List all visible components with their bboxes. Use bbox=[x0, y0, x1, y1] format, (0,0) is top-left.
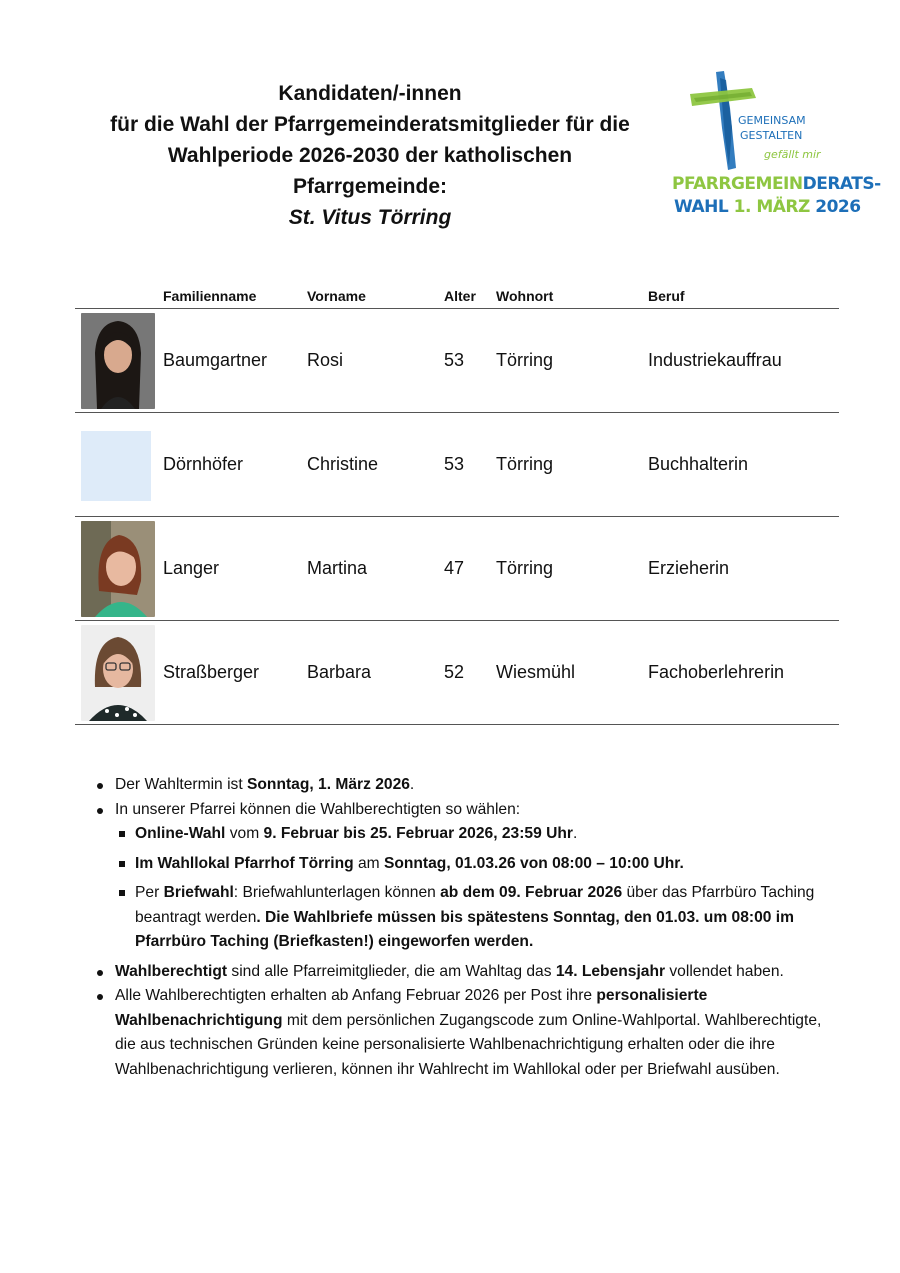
candidate-photo bbox=[81, 521, 155, 617]
list-item: Alle Wahlberechtigten erhalten ab Anfang Februar 2026 per Post ihre personalisierte Wahlbenachrichtigung mit dem persönlichen Zugangscode zum Online-Wahlportal. Wahlberechtigte, die aus technischen Gründen keine personalisierte Wahlbenachrichtigung erhalten oder die ihre Wahlbenachrichtigung verlieren, können ihr Wahlrecht im Wahllokal oder per Briefwahl ausüben. bbox=[94, 984, 834, 1082]
profession-cell: Fachoberlehrerin bbox=[648, 621, 839, 725]
age-cell: 47 bbox=[444, 517, 496, 621]
logo-wordmark: WAHL 1. MÄRZ 2026 bbox=[674, 197, 861, 217]
firstname-cell: Christine bbox=[307, 413, 444, 517]
lastname-header: Familienname bbox=[163, 284, 307, 309]
lastname-cell: Baumgartner bbox=[163, 309, 307, 413]
logo-slogan: GEMEINSAM bbox=[738, 114, 806, 127]
lastname-cell: Langer bbox=[163, 517, 307, 621]
list-item: Der Wahltermin ist Sonntag, 1. März 2026. bbox=[94, 773, 834, 798]
title-line: für die Wahl der Pfarrgemeinderatsmitglieder für die bbox=[110, 113, 630, 136]
photo-header bbox=[75, 284, 163, 309]
table-row bbox=[75, 413, 839, 517]
table-row bbox=[75, 517, 839, 621]
table-row bbox=[75, 309, 839, 413]
residence-cell: Törring bbox=[496, 413, 648, 517]
lastname-cell: Dörnhöfer bbox=[163, 413, 307, 517]
lastname-cell: Straßberger bbox=[163, 621, 307, 725]
residence-header: Wohnort bbox=[496, 284, 648, 309]
election-info bbox=[94, 773, 834, 1082]
profession-cell: Industriekauffrau bbox=[648, 309, 839, 413]
age-cell: 52 bbox=[444, 621, 496, 725]
table-header-row bbox=[75, 284, 839, 309]
residence-cell: Wiesmühl bbox=[496, 621, 648, 725]
logo-slogan: gefällt mir bbox=[764, 148, 821, 161]
candidate-photo bbox=[81, 313, 155, 409]
firstname-cell: Barbara bbox=[307, 621, 444, 725]
residence-cell: Törring bbox=[496, 517, 648, 621]
profession-cell: Erzieherin bbox=[648, 517, 839, 621]
candidate-table bbox=[75, 284, 839, 725]
list-subitem: Im Wahllokal Pfarrhof Törring am Sonntag, 01.03.26 von 08:00 – 10:00 Uhr. bbox=[115, 852, 834, 877]
logo-wordmark: PFARRGEMEINDERATS- bbox=[672, 174, 881, 194]
age-header: Alter bbox=[444, 284, 496, 309]
candidate-photo-placeholder bbox=[81, 417, 155, 513]
firstname-cell: Martina bbox=[307, 517, 444, 621]
title-line: Pfarrgemeinde: bbox=[292, 175, 448, 198]
firstname-cell: Rosi bbox=[307, 309, 444, 413]
parish-name: St. Vitus Törring bbox=[288, 206, 452, 229]
title-line: Kandidaten/-innen bbox=[278, 82, 462, 105]
list-item: Wahlberechtigt sind alle Pfarreimitglieder, die am Wahltag das 14. Lebensjahr vollendet haben. bbox=[94, 960, 834, 985]
document-title bbox=[70, 78, 670, 233]
age-cell: 53 bbox=[444, 413, 496, 517]
list-item: In unserer Pfarrei können die Wahlberechtigten so wählen: Online-Wahl vom 9. Februar bis 25. Februar 2026, 23:59 Uhr. Im Wahllokal Pfarrhof Törring am Sonntag, 01.03.26 von 08:00 – 10:00 Uhr. Per Briefwahl: Briefwahlunterlagen können ab dem 09. Februar 2026 über das Pfarrbüro Taching beantragt werden. Die Wahlbriefe müssen bis spätestens Sonntag, den 01.03. um 08:00 im Pfarrbüro Taching (Briefkasten!) eingeworfen werden. bbox=[94, 798, 834, 955]
title-line: Wahlperiode 2026-2030 der katholischen bbox=[167, 144, 573, 167]
table-row bbox=[75, 621, 839, 725]
firstname-header: Vorname bbox=[307, 284, 444, 309]
list-subitem: Per Briefwahl: Briefwahlunterlagen können ab dem 09. Februar 2026 über das Pfarrbüro Taching beantragt werden. Die Wahlbriefe müssen bis spätestens Sonntag, den 01.03. um 08:00 im Pfarrbüro Taching (Briefkasten!) eingeworfen werden. bbox=[115, 881, 834, 955]
candidate-photo bbox=[81, 625, 155, 721]
logo-slogan: GESTALTEN bbox=[740, 129, 803, 142]
residence-cell: Törring bbox=[496, 309, 648, 413]
profession-header: Beruf bbox=[648, 284, 839, 309]
election-logo bbox=[672, 68, 881, 228]
profession-cell: Buchhalterin bbox=[648, 413, 839, 517]
list-subitem: Online-Wahl vom 9. Februar bis 25. Februar 2026, 23:59 Uhr. bbox=[115, 822, 834, 847]
age-cell: 53 bbox=[444, 309, 496, 413]
